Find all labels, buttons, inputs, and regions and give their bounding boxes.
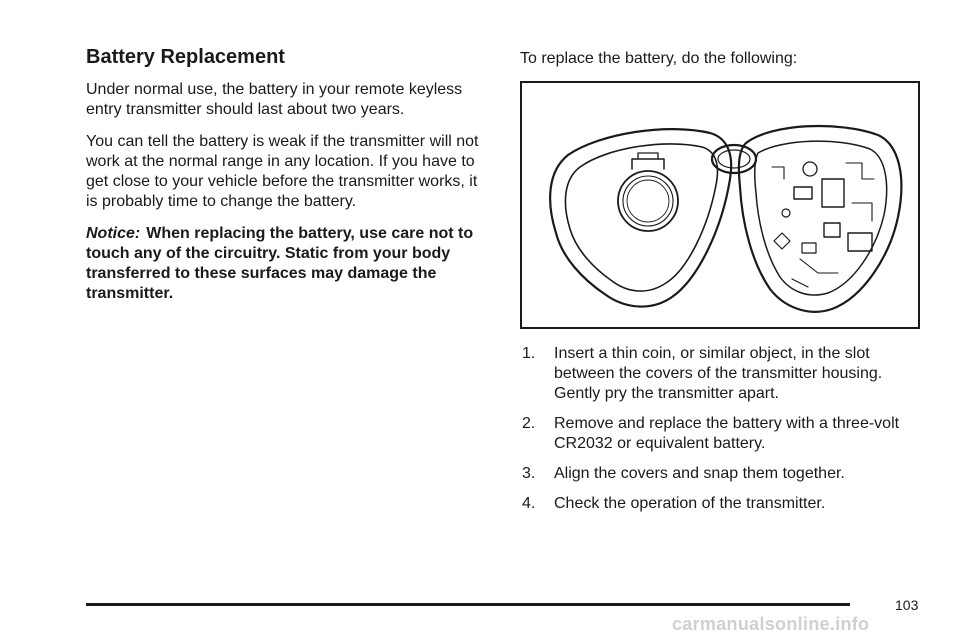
left-column xyxy=(86,44,486,316)
notice xyxy=(86,224,486,304)
step-text: Check the operation of the transmitter. xyxy=(554,495,826,512)
steps-intro: To replace the battery, do the following: xyxy=(520,50,798,67)
transmitter-open-housing-image xyxy=(522,83,918,327)
notice-label: Notice: xyxy=(86,225,141,242)
right-column xyxy=(520,49,930,524)
footer-rule xyxy=(86,603,850,606)
transmitter-illustration xyxy=(520,81,920,329)
list-item xyxy=(520,494,930,514)
notice-text: When replacing the battery, use care not to touch any of the circuitry. Static from your body transferred to these surfaces may damage the transmitter. xyxy=(86,225,474,302)
watermark: carmanualsonline.info xyxy=(672,614,870,634)
step-number: 4. xyxy=(522,495,536,512)
step-text: Insert a thin coin, or similar object, in the slot between the covers of the transmitter housing. Gently pry the transmitter apart. xyxy=(554,345,883,402)
paragraph-weak-battery: You can tell the battery is weak if the transmitter will not work at the normal range in any location. If you have to get close to your vehicle before the transmitter works, it is probably time to change the battery. xyxy=(86,133,479,210)
step-number: 2. xyxy=(522,415,536,432)
steps-list xyxy=(520,344,930,514)
step-number: 1. xyxy=(522,345,536,362)
paragraph-battery-life: Under normal use, the battery in your remote keyless entry transmitter should last about two years. xyxy=(86,81,463,118)
list-item xyxy=(520,344,930,404)
section-heading: Battery Replacement xyxy=(86,46,285,68)
list-item xyxy=(520,464,930,484)
step-number: 3. xyxy=(522,465,536,482)
step-text: Align the covers and snap them together. xyxy=(554,465,845,482)
step-text: Remove and replace the battery with a three-volt CR2032 or equivalent battery. xyxy=(554,415,900,452)
list-item xyxy=(520,414,930,454)
page-number: 103 xyxy=(895,597,919,613)
